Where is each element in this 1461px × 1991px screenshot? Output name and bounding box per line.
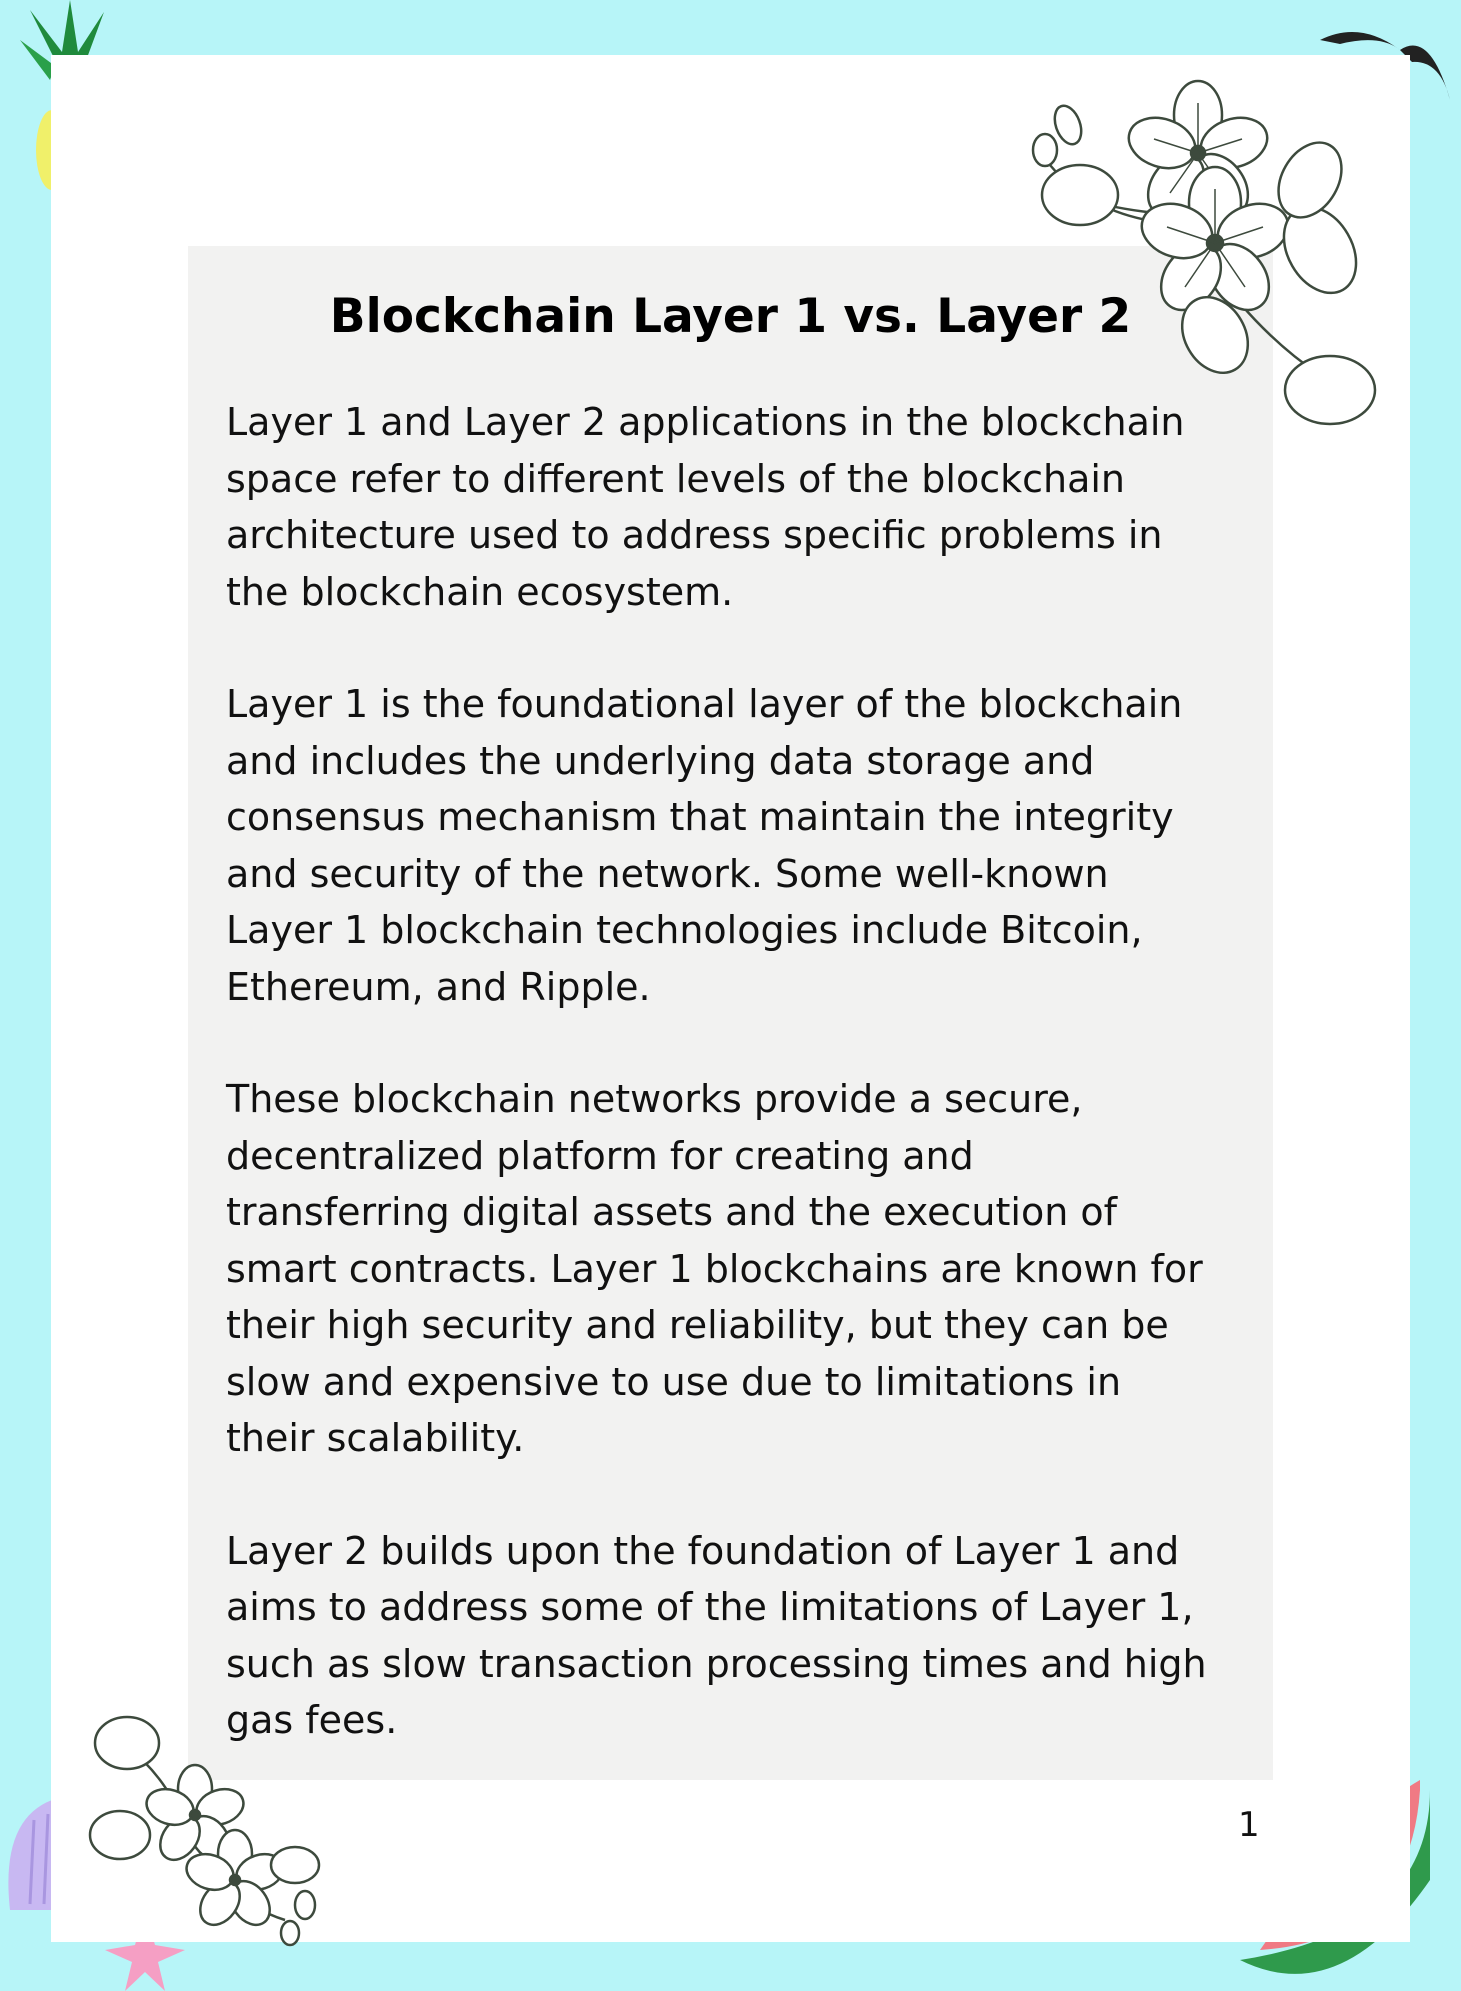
text-line: their scalability.	[226, 1416, 525, 1460]
text-line: gas fees.	[226, 1698, 398, 1742]
text-line: and security of the network. Some well-known	[226, 851, 1109, 896]
text-line: their high security and reliability, but they can be	[226, 1303, 1169, 1347]
text-line: Ethereum, and Ripple.	[226, 964, 651, 1009]
text-line: transferring digital assets and the execution of	[226, 1190, 1117, 1234]
text-line: slow and expensive to use due to limitations in	[226, 1359, 1122, 1404]
text-line: such as slow transaction processing times and high	[226, 1641, 1207, 1686]
page-number: 1	[1238, 1805, 1260, 1845]
page-title: Blockchain Layer 1 vs. Layer 2	[329, 289, 1132, 344]
text-line: consensus mechanism that maintain the integrity	[226, 795, 1174, 839]
paragraph	[226, 394, 1266, 620]
document-body	[226, 394, 1266, 1805]
text-line: decentralized platform for creating and	[226, 1133, 974, 1178]
text-line: Layer 1 blockchain technologies include Bitcoin,	[226, 908, 1143, 952]
text-line: space refer to different levels of the blockchain	[226, 456, 1125, 501]
text-line: Layer 1 is the foundational layer of the blockchain	[226, 682, 1183, 726]
text-line: the blockchain ecosystem.	[226, 569, 734, 614]
paragraph	[226, 676, 1266, 1015]
text-line: smart contracts. Layer 1 blockchains are known for	[226, 1246, 1203, 1291]
text-line: Layer 1 and Layer 2 applications in the blockchain	[226, 400, 1185, 444]
paragraph	[226, 1071, 1266, 1467]
text-line: architecture used to address specific problems in	[226, 513, 1163, 557]
text-line: These blockchain networks provide a secure,	[226, 1077, 1083, 1121]
text-line: Layer 2 builds upon the foundation of Layer 1 and	[226, 1528, 1180, 1573]
paragraph	[226, 1523, 1266, 1749]
text-line: aims to address some of the limitations of Layer 1,	[226, 1585, 1194, 1629]
text-line: and includes the underlying data storage and	[226, 738, 1095, 783]
